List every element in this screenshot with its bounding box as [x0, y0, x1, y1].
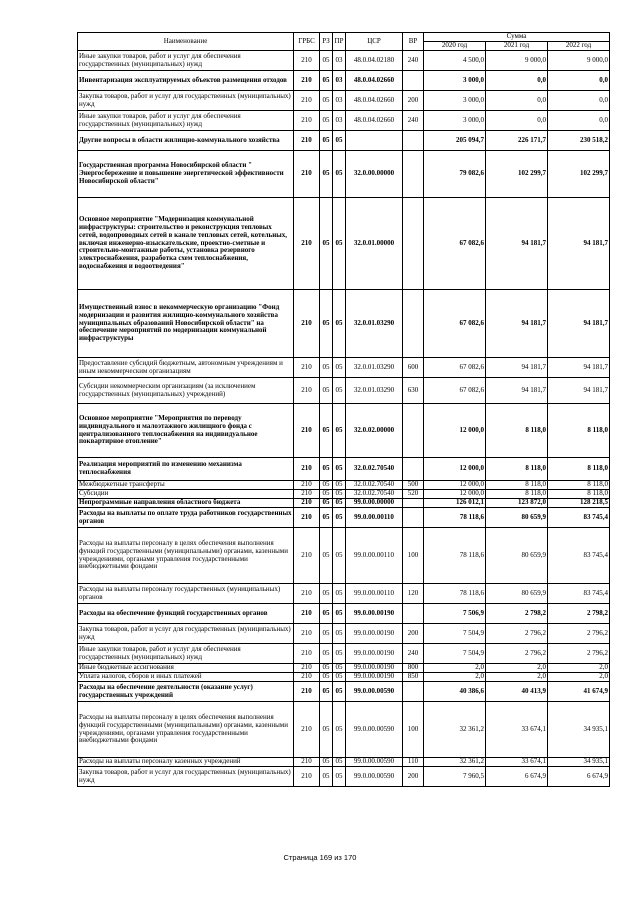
cell-name: Расходы на выплаты персоналу в целях обеспечения выполнения функций государственными (муниципальными) органами, казенными учреждениями, органами управления государственными внебюджетными фондами [78, 702, 294, 758]
cell-csr: 48.0.04.02660 [346, 71, 403, 91]
cell-grbs: 210 [294, 673, 320, 682]
cell-rz: 05 [320, 604, 333, 624]
cell-csr: 48.0.04.02660 [346, 91, 403, 111]
table-row [78, 378, 610, 404]
cell-sum-2022: 41 674,9 [548, 682, 610, 702]
cell-sum-2022: 0,0 [548, 91, 610, 111]
cell-csr: 99.0.00.00110 [346, 508, 403, 528]
table-row [78, 131, 610, 151]
cell-sum-2021: 33 674,1 [486, 758, 548, 767]
cell-pr: 05 [333, 290, 346, 358]
cell-sum-2020: 7 504,9 [424, 644, 486, 664]
budget-table [77, 32, 610, 787]
cell-sum-2020: 3 000,0 [424, 71, 486, 91]
cell-name: Расходы на выплаты персоналу в целях обеспечения выполнения функций государственными (муниципальными) органами, казенными учреждениями, органами управления государственными внебюджетными фондами [78, 528, 294, 584]
cell-rz: 05 [320, 702, 333, 758]
cell-rz: 05 [320, 644, 333, 664]
col-header-pr: ПР [333, 33, 346, 51]
table-row [78, 528, 610, 584]
cell-name: Расходы на обеспечение функций государственных органов [78, 604, 294, 624]
cell-rz: 05 [320, 682, 333, 702]
cell-pr: 05 [333, 528, 346, 584]
cell-sum-2022: 8 118,0 [548, 404, 610, 458]
cell-sum-2020: 2,0 [424, 673, 486, 682]
table-row [78, 624, 610, 644]
cell-csr: 32.0.02.70540 [346, 458, 403, 481]
col-header-2021: 2021 год [486, 42, 548, 51]
cell-sum-2020: 78 118,6 [424, 508, 486, 528]
cell-rz: 05 [320, 458, 333, 481]
cell-pr: 05 [333, 644, 346, 664]
cell-sum-2021: 2,0 [486, 664, 548, 673]
cell-name: Реализация мероприятий по изменению механизма теплоснабжения [78, 458, 294, 481]
cell-grbs: 210 [294, 404, 320, 458]
cell-sum-2021: 80 659,9 [486, 508, 548, 528]
cell-rz: 05 [320, 499, 333, 508]
cell-sum-2021: 94 181,7 [486, 358, 548, 378]
cell-sum-2020: 12 000,0 [424, 404, 486, 458]
cell-pr: 05 [333, 404, 346, 458]
cell-sum-2020: 67 082,6 [424, 358, 486, 378]
cell-sum-2022: 2,0 [548, 664, 610, 673]
cell-sum-2021: 94 181,7 [486, 290, 548, 358]
cell-csr: 99.0.00.00590 [346, 702, 403, 758]
cell-rz: 05 [320, 378, 333, 404]
table-row [78, 91, 610, 111]
cell-sum-2022: 128 218,5 [548, 499, 610, 508]
table-row [78, 358, 610, 378]
cell-sum-2021: 9 000,0 [486, 51, 548, 71]
table-row [78, 584, 610, 604]
cell-grbs: 210 [294, 604, 320, 624]
cell-sum-2022: 8 118,0 [548, 458, 610, 481]
cell-pr: 05 [333, 604, 346, 624]
cell-pr: 05 [333, 499, 346, 508]
cell-grbs: 210 [294, 151, 320, 198]
cell-vr [403, 499, 424, 508]
cell-pr: 05 [333, 584, 346, 604]
cell-vr: 240 [403, 111, 424, 131]
cell-rz: 05 [320, 131, 333, 151]
table-row [78, 481, 610, 490]
cell-grbs: 210 [294, 767, 320, 787]
cell-sum-2020: 79 082,6 [424, 151, 486, 198]
cell-csr: 99.0.00.00590 [346, 682, 403, 702]
cell-vr [403, 682, 424, 702]
cell-csr: 99.0.00.00190 [346, 604, 403, 624]
cell-sum-2020: 3 000,0 [424, 111, 486, 131]
cell-sum-2021: 8 118,0 [486, 481, 548, 490]
cell-sum-2022: 83 745,4 [548, 584, 610, 604]
cell-pr: 05 [333, 702, 346, 758]
cell-sum-2022: 230 518,2 [548, 131, 610, 151]
cell-grbs: 210 [294, 664, 320, 673]
cell-pr: 05 [333, 458, 346, 481]
col-header-sum: Сумма [424, 33, 610, 42]
cell-csr: 32.0.01.00000 [346, 198, 403, 290]
cell-name: Непрограммные направления областного бюджета [78, 499, 294, 508]
cell-sum-2022: 83 745,4 [548, 508, 610, 528]
cell-pr: 05 [333, 624, 346, 644]
cell-name: Закупка товаров, работ и услуг для государственных (муниципальных) нужд [78, 624, 294, 644]
cell-sum-2021: 226 171,7 [486, 131, 548, 151]
cell-sum-2020: 7 504,9 [424, 624, 486, 644]
cell-sum-2021: 0,0 [486, 71, 548, 91]
cell-pr: 05 [333, 490, 346, 499]
cell-sum-2022: 94 181,7 [548, 378, 610, 404]
cell-pr: 05 [333, 673, 346, 682]
cell-sum-2021: 33 674,1 [486, 702, 548, 758]
cell-csr: 32.0.01.03290 [346, 290, 403, 358]
cell-pr: 05 [333, 664, 346, 673]
cell-sum-2022: 2 796,2 [548, 644, 610, 664]
cell-grbs: 210 [294, 378, 320, 404]
cell-pr: 05 [333, 508, 346, 528]
cell-sum-2021: 102 299,7 [486, 151, 548, 198]
cell-sum-2020: 4 500,0 [424, 51, 486, 71]
cell-rz: 05 [320, 111, 333, 131]
cell-sum-2020: 2,0 [424, 664, 486, 673]
cell-vr: 120 [403, 584, 424, 604]
cell-pr: 05 [333, 131, 346, 151]
cell-grbs: 210 [294, 508, 320, 528]
cell-sum-2021: 2 798,2 [486, 604, 548, 624]
table-row [78, 702, 610, 758]
cell-vr [403, 604, 424, 624]
cell-rz: 05 [320, 767, 333, 787]
cell-vr: 630 [403, 378, 424, 404]
cell-csr: 48.0.04.02180 [346, 51, 403, 71]
cell-vr: 200 [403, 624, 424, 644]
cell-sum-2020: 12 000,0 [424, 458, 486, 481]
table-row [78, 71, 610, 91]
table-row [78, 604, 610, 624]
cell-rz: 05 [320, 584, 333, 604]
cell-pr: 05 [333, 758, 346, 767]
cell-name: Закупка товаров, работ и услуг для государственных (муниципальных) нужд [78, 767, 294, 787]
table-row [78, 758, 610, 767]
cell-sum-2022: 9 000,0 [548, 51, 610, 71]
cell-csr: 48.0.04.02660 [346, 111, 403, 131]
cell-rz: 05 [320, 358, 333, 378]
cell-csr: 32.0.02.70540 [346, 481, 403, 490]
table-row [78, 404, 610, 458]
cell-csr: 99.0.00.00190 [346, 644, 403, 664]
table-row [78, 682, 610, 702]
cell-name: Иные закупки товаров, работ и услуг для обеспечения государственных (муниципальных) нужд [78, 111, 294, 131]
table-row [78, 499, 610, 508]
cell-sum-2022: 83 745,4 [548, 528, 610, 584]
cell-pr: 05 [333, 481, 346, 490]
cell-sum-2020: 3 000,0 [424, 91, 486, 111]
col-header-2020: 2020 год [424, 42, 486, 51]
cell-vr: 600 [403, 358, 424, 378]
cell-grbs: 210 [294, 584, 320, 604]
table-row [78, 458, 610, 481]
cell-pr: 03 [333, 111, 346, 131]
cell-rz: 05 [320, 198, 333, 290]
cell-sum-2020: 67 082,6 [424, 378, 486, 404]
cell-sum-2021: 8 118,0 [486, 490, 548, 499]
cell-grbs: 210 [294, 624, 320, 644]
cell-grbs: 210 [294, 71, 320, 91]
cell-csr: 99.0.00.00190 [346, 673, 403, 682]
cell-sum-2020: 32 361,2 [424, 702, 486, 758]
cell-rz: 05 [320, 71, 333, 91]
cell-sum-2020: 67 082,6 [424, 198, 486, 290]
cell-sum-2021: 6 674,9 [486, 767, 548, 787]
cell-sum-2022: 6 674,9 [548, 767, 610, 787]
cell-csr: 32.0.00.00000 [346, 151, 403, 198]
cell-name: Расходы на выплаты персоналу государственных (муниципальных) органов [78, 584, 294, 604]
cell-sum-2020: 32 361,2 [424, 758, 486, 767]
cell-sum-2022: 8 118,0 [548, 490, 610, 499]
cell-sum-2022: 94 181,7 [548, 358, 610, 378]
cell-grbs: 210 [294, 499, 320, 508]
table-row [78, 490, 610, 499]
cell-pr: 05 [333, 151, 346, 198]
cell-grbs: 210 [294, 644, 320, 664]
cell-name: Другие вопросы в области жилищно-коммунального хозяйства [78, 131, 294, 151]
cell-sum-2020: 12 000,0 [424, 490, 486, 499]
cell-sum-2021: 123 872,0 [486, 499, 548, 508]
table-body [78, 51, 610, 787]
cell-pr: 05 [333, 378, 346, 404]
cell-vr: 200 [403, 91, 424, 111]
cell-grbs: 210 [294, 682, 320, 702]
cell-vr [403, 71, 424, 91]
cell-pr: 03 [333, 51, 346, 71]
cell-rz: 05 [320, 151, 333, 198]
cell-pr: 05 [333, 358, 346, 378]
page-footer: Страница 169 из 170 [283, 853, 357, 862]
cell-rz: 05 [320, 51, 333, 71]
cell-vr: 240 [403, 644, 424, 664]
cell-sum-2022: 34 935,1 [548, 758, 610, 767]
cell-sum-2020: 78 118,6 [424, 584, 486, 604]
cell-csr: 99.0.00.00190 [346, 664, 403, 673]
cell-sum-2022: 94 181,7 [548, 198, 610, 290]
cell-csr: 99.0.00.00110 [346, 528, 403, 584]
cell-vr: 100 [403, 702, 424, 758]
cell-vr [403, 151, 424, 198]
cell-name: Иные закупки товаров, работ и услуг для обеспечения государственных (муниципальных) нужд [78, 51, 294, 71]
cell-name: Субсидии некоммерческим организациям (за исключением государственных (муниципальных) учреждений) [78, 378, 294, 404]
cell-name: Основное мероприятие "Мероприятия по переводу индивидуального и малоэтажного жилищного фонда с централизованного теплоснабжения на индивидуальное поквартирное отопление" [78, 404, 294, 458]
cell-grbs: 210 [294, 758, 320, 767]
cell-name: Межбюджетные трансферты [78, 481, 294, 490]
cell-vr: 110 [403, 758, 424, 767]
cell-sum-2021: 0,0 [486, 111, 548, 131]
cell-sum-2021: 2 796,2 [486, 644, 548, 664]
cell-vr [403, 131, 424, 151]
cell-sum-2020: 78 118,6 [424, 528, 486, 584]
table-row [78, 198, 610, 290]
cell-grbs: 210 [294, 481, 320, 490]
table-row [78, 644, 610, 664]
cell-csr: 99.0.00.00190 [346, 624, 403, 644]
cell-name: Закупка товаров, работ и услуг для государственных (муниципальных) нужд [78, 91, 294, 111]
col-header-2022: 2022 год [548, 42, 610, 51]
cell-sum-2020: 126 012,1 [424, 499, 486, 508]
cell-sum-2021: 94 181,7 [486, 198, 548, 290]
cell-name: Субсидии [78, 490, 294, 499]
cell-sum-2020: 40 386,6 [424, 682, 486, 702]
cell-csr: 99.0.00.00590 [346, 767, 403, 787]
cell-sum-2021: 8 118,0 [486, 458, 548, 481]
header-row [78, 33, 610, 42]
cell-sum-2020: 67 082,6 [424, 290, 486, 358]
cell-csr: 99.0.00.00110 [346, 584, 403, 604]
cell-name: Государственная программа Новосибирской области " Энергосбережение и повышение энергетической эффективности Новосибирской области" [78, 151, 294, 198]
cell-vr [403, 404, 424, 458]
cell-grbs: 210 [294, 198, 320, 290]
table-row [78, 51, 610, 71]
cell-csr: 32.0.01.03290 [346, 378, 403, 404]
cell-csr: 32.0.02.70540 [346, 490, 403, 499]
cell-sum-2020: 7 960,5 [424, 767, 486, 787]
cell-grbs: 210 [294, 51, 320, 71]
cell-sum-2021: 94 181,7 [486, 378, 548, 404]
cell-grbs: 210 [294, 490, 320, 499]
cell-rz: 05 [320, 624, 333, 644]
cell-vr: 800 [403, 664, 424, 673]
cell-pr: 05 [333, 682, 346, 702]
cell-vr: 500 [403, 481, 424, 490]
cell-grbs: 210 [294, 111, 320, 131]
cell-name: Иные бюджетные ассигнования [78, 664, 294, 673]
table-row [78, 508, 610, 528]
cell-pr: 03 [333, 91, 346, 111]
cell-rz: 05 [320, 91, 333, 111]
cell-vr [403, 458, 424, 481]
cell-sum-2022: 102 299,7 [548, 151, 610, 198]
cell-vr: 240 [403, 51, 424, 71]
cell-grbs: 210 [294, 91, 320, 111]
cell-csr: 32.0.02.00000 [346, 404, 403, 458]
cell-sum-2022: 0,0 [548, 111, 610, 131]
cell-name: Расходы на обеспечение деятельности (оказание услуг) государственных учреждений [78, 682, 294, 702]
cell-sum-2021: 8 118,0 [486, 404, 548, 458]
cell-sum-2021: 80 659,9 [486, 528, 548, 584]
table-row [78, 290, 610, 358]
cell-name: Иные закупки товаров, работ и услуг для обеспечения государственных (муниципальных) нужд [78, 644, 294, 664]
cell-sum-2021: 0,0 [486, 91, 548, 111]
cell-csr: 32.0.01.03290 [346, 358, 403, 378]
cell-name: Предоставление субсидий бюджетным, автономным учреждениям и иным некоммерческим организациям [78, 358, 294, 378]
cell-grbs: 210 [294, 290, 320, 358]
cell-pr: 05 [333, 198, 346, 290]
cell-sum-2021: 2,0 [486, 673, 548, 682]
cell-pr: 05 [333, 767, 346, 787]
cell-grbs: 210 [294, 131, 320, 151]
col-header-rz: РЗ [320, 33, 333, 51]
cell-sum-2021: 80 659,9 [486, 584, 548, 604]
cell-csr [346, 131, 403, 151]
cell-sum-2020: 12 000,0 [424, 481, 486, 490]
cell-name: Уплата налогов, сборов и иных платежей [78, 673, 294, 682]
cell-pr: 03 [333, 71, 346, 91]
cell-name: Расходы на выплаты по оплате труда работников государственных органов [78, 508, 294, 528]
cell-sum-2022: 2,0 [548, 673, 610, 682]
cell-name: Инвентаризация эксплуатируемых объектов размещения отходов [78, 71, 294, 91]
cell-grbs: 210 [294, 528, 320, 584]
cell-rz: 05 [320, 528, 333, 584]
cell-name: Имущественный взнос в некоммерческую организацию "Фонд модернизации и развития жилищно-коммунального хозяйства муниципальных образований Новосибирской области" на обеспечение мероприятий по модернизации коммунальной инфраструктуры [78, 290, 294, 358]
cell-csr: 99.0.00.00590 [346, 758, 403, 767]
cell-vr: 850 [403, 673, 424, 682]
cell-grbs: 210 [294, 358, 320, 378]
cell-sum-2021: 40 413,9 [486, 682, 548, 702]
cell-grbs: 210 [294, 458, 320, 481]
cell-sum-2022: 2 796,2 [548, 624, 610, 644]
cell-vr: 520 [403, 490, 424, 499]
cell-rz: 05 [320, 404, 333, 458]
cell-sum-2022: 0,0 [548, 71, 610, 91]
cell-sum-2022: 2 798,2 [548, 604, 610, 624]
cell-vr: 100 [403, 528, 424, 584]
cell-grbs: 210 [294, 702, 320, 758]
cell-sum-2021: 2 796,2 [486, 624, 548, 644]
cell-sum-2022: 94 181,7 [548, 290, 610, 358]
cell-sum-2020: 7 506,9 [424, 604, 486, 624]
cell-name: Расходы на выплаты персоналу казенных учреждений [78, 758, 294, 767]
table-row [78, 111, 610, 131]
cell-rz: 05 [320, 481, 333, 490]
col-header-name: Наименование [78, 33, 294, 51]
cell-vr [403, 508, 424, 528]
cell-rz: 05 [320, 490, 333, 499]
cell-vr [403, 290, 424, 358]
cell-sum-2020: 205 094,7 [424, 131, 486, 151]
cell-name: Основное мероприятие "Модернизация коммунальной инфраструктуры: строительство и реконструкция тепловых сетей, водопроводных сетей в канале тепловых сетей, котельных, включая инженерно-изыскательские, проектно-сметные и строительно-монтажные работы, установка резервного электроснабжения, разработка схем теплоснабжения, водоснабжения и водоотведения" [78, 198, 294, 290]
cell-rz: 05 [320, 758, 333, 767]
cell-csr: 99.0.00.00000 [346, 499, 403, 508]
table-row [78, 664, 610, 673]
table-row [78, 151, 610, 198]
cell-sum-2022: 8 118,0 [548, 481, 610, 490]
table-row [78, 767, 610, 787]
cell-vr: 200 [403, 767, 424, 787]
cell-rz: 05 [320, 508, 333, 528]
cell-rz: 05 [320, 673, 333, 682]
cell-vr [403, 198, 424, 290]
cell-rz: 05 [320, 664, 333, 673]
cell-sum-2022: 34 935,1 [548, 702, 610, 758]
col-header-vr: ВР [403, 33, 424, 51]
col-header-csr: ЦСР [346, 33, 403, 51]
col-header-grbs: ГРБС [294, 33, 320, 51]
table-row [78, 673, 610, 682]
cell-rz: 05 [320, 290, 333, 358]
